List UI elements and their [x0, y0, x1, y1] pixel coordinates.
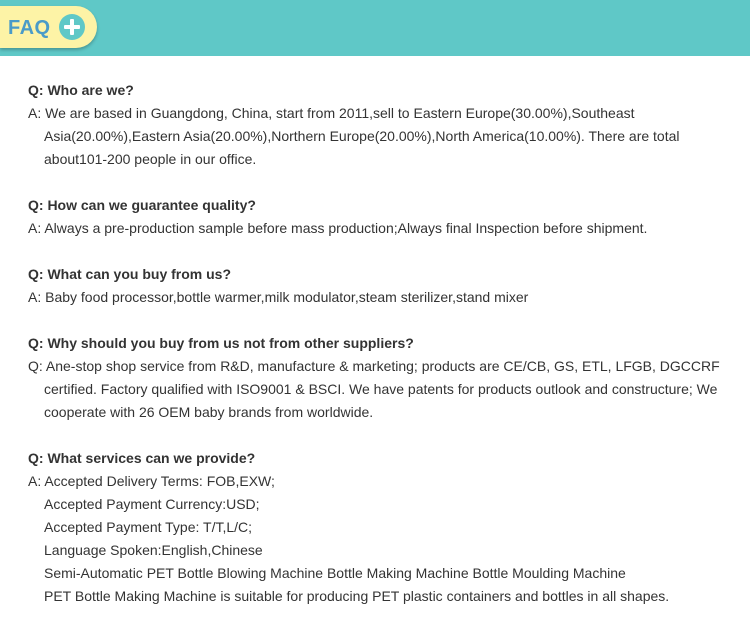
faq-answer-line: Accepted Payment Type: T/T,L/C; — [44, 519, 253, 535]
faq-answer: A: Always a pre-production sample before mass production;Always final Inspection before shipment. — [28, 220, 648, 236]
faq-question: Q: How can we guarantee quality? — [28, 197, 256, 213]
faq-question: Q: Why should you buy from us not from other suppliers? — [28, 335, 414, 351]
faq-answer: A: We are based in Guangdong, China, start from 2011,sell to Eastern Europe(30.00%),Southeast Asia(20.00%),Eastern Asia(20.00%),Northern Europe(20.00%),North America(10.00%). There are total about101-200 people in our office. — [28, 105, 680, 167]
faq-item — [28, 79, 728, 171]
faq-question: Q: Who are we? — [28, 82, 134, 98]
faq-answer: Q: Ane-stop shop service from R&D, manufacture & marketing; products are CE/CB, GS, ETL, LFGB, DGCCRF certified. Factory qualified with ISO9001 & BSCI. We have patents for products outlook and constructure; We cooperate with 26 OEM baby brands from worldwide. — [28, 358, 720, 420]
faq-item — [28, 332, 728, 424]
faq-answer-line: Language Spoken:English,Chinese — [44, 542, 263, 558]
faq-answer-line: PET Bottle Making Machine is suitable for producing PET plastic containers and bottles in all shapes. — [44, 588, 670, 604]
faq-item — [28, 194, 728, 240]
faq-item — [28, 263, 728, 309]
faq-item — [28, 447, 728, 608]
plus-circle-icon — [58, 13, 86, 41]
header-bar — [0, 0, 750, 56]
faq-question: Q: What can you buy from us? — [28, 266, 232, 282]
faq-answer-line: Semi-Automatic PET Bottle Blowing Machine Bottle Making Machine Bottle Moulding Machine — [44, 565, 626, 581]
faq-answer: A: Baby food processor,bottle warmer,milk modulator,steam sterilizer,stand mixer — [28, 289, 529, 305]
faq-badge — [0, 6, 97, 48]
faq-question: Q: What services can we provide? — [28, 450, 256, 466]
faq-answer-line: Accepted Payment Currency:USD; — [44, 496, 260, 512]
faq-answer-line: A: Accepted Delivery Terms: FOB,EXW; — [28, 473, 275, 489]
faq-title: FAQ — [8, 17, 51, 39]
faq-list — [28, 79, 728, 631]
